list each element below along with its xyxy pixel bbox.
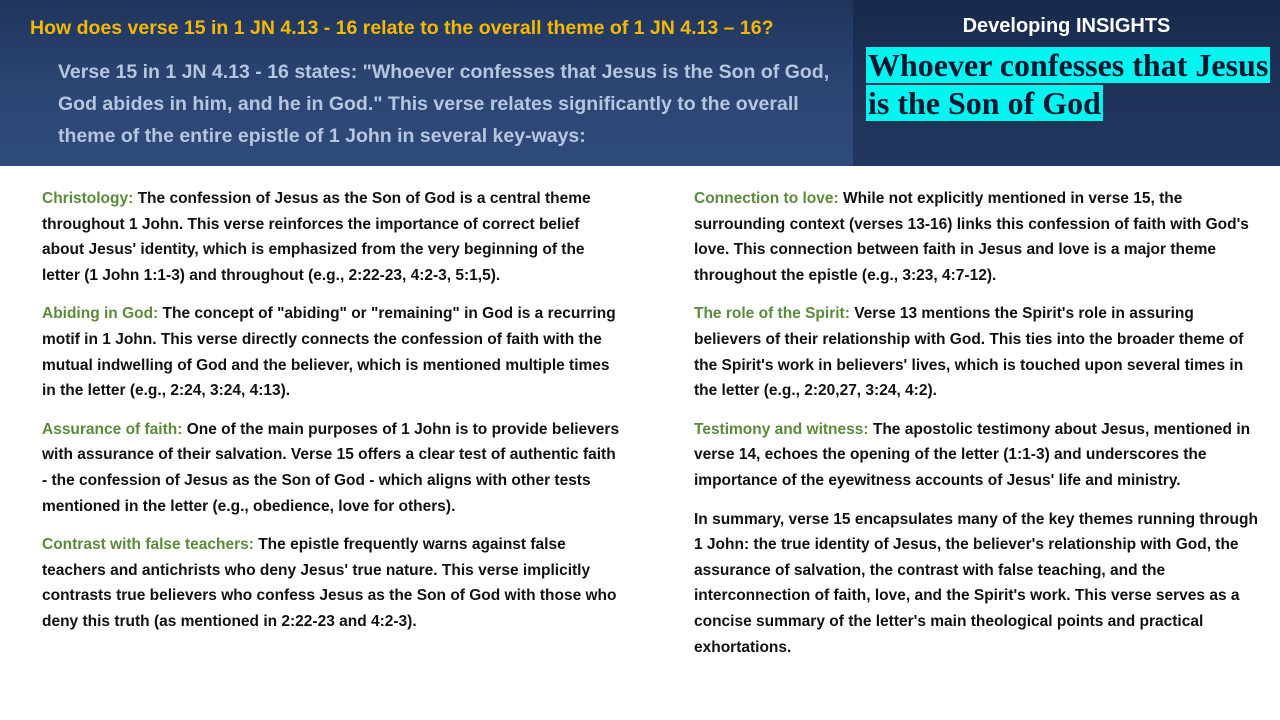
point-role-of-spirit (694, 301, 1258, 403)
point-term: Contrast with false teachers: (42, 536, 254, 554)
highlight-line-1: Whoever confesses that Jesus (868, 47, 1269, 83)
intro-text: Verse 15 in 1 JN 4.13 - 16 states: "Whoever confesses that Jesus is the Son of God, God abides in him, and he in God." This verse relates significantly to the overall theme of the entire epistle of 1 John in several key-ways: (58, 61, 830, 147)
brand-title: Developing INSIGHTS (962, 15, 1171, 37)
highlighted-verse (866, 46, 1272, 122)
point-testimony-witness (694, 417, 1258, 494)
point-text: The confession of Jesus as the Son of God is a central theme throughout 1 John. This verse reinforces the importance of correct belief about Jesus' identity, which is emphasized from the very beginning of the letter (1 John 1:1-3) and throughout (e.g., 2:22-23, 4:2-3, 5:1,5). (42, 190, 591, 284)
point-term: The role of the Spirit: (694, 305, 850, 323)
point-term: Abiding in God: (42, 305, 159, 323)
point-term: Christology: (42, 190, 134, 207)
left-column (42, 186, 622, 648)
point-text: The epistle frequently warns against false teachers and antichrists who deny Jesus' true nature. This verse implicitly contrasts true believers who confess Jesus as the Son of God with those who deny this truth (as mentioned in 2:22-23 and 4:2-3). (42, 536, 617, 630)
right-column (694, 186, 1258, 673)
point-christology (42, 186, 622, 288)
point-term: Assurance of faith: (42, 420, 183, 438)
point-text: The apostolic testimony about Jesus, mentioned in verse 14, echoes the opening of the letter (1:1-3) and underscores the importance of the eyewitness accounts of Jesus' life and ministry. (694, 420, 1251, 489)
point-assurance-of-faith (42, 417, 622, 519)
header-question-panel (0, 0, 853, 166)
header-banner (0, 0, 1280, 166)
summary-paragraph (694, 507, 1258, 661)
point-text: One of the main purposes of 1 John is to provide believers with assurance of their salvation. Verse 15 offers a clear test of authentic faith - the confession of Jesus as the Son of God - which aligns with other tests mentioned in the letter (e.g., obedience, love for others). (42, 420, 620, 515)
highlight-line-2: is the Son of God (868, 85, 1101, 121)
point-abiding-in-god (42, 301, 622, 403)
point-contrast-false-teachers (42, 532, 622, 634)
summary-text: In summary, verse 15 encapsulates many of the key themes running through 1 John: the true identity of Jesus, the believer's relationship with God, the assurance of salvation, the contrast with false teaching, and the interconnection of faith, love, and the Spirit's work. This verse serves as a concise summary of the letter's main theological points and practical exhortations. (694, 510, 1258, 656)
point-term: Connection to love: (694, 190, 839, 207)
point-text: While not explicitly mentioned in verse 15, the surrounding context (verses 13-16) links this confession of faith with God's love. This connection between faith in Jesus and love is a major theme throughout the epistle (e.g., 3:23, 4:7-12). (694, 190, 1249, 284)
point-connection-to-love (694, 186, 1258, 288)
point-text: The concept of "abiding" or "remaining" in God is a recurring motif in 1 John. This verse directly connects the confession of faith with the mutual indwelling of God and the believer, which is mentioned multiple times in the letter (e.g., 2:24, 3:24, 4:13). (42, 305, 616, 400)
point-text: Verse 13 mentions the Spirit's role in assuring believers of their relationship with God. This ties into the broader theme of the Spirit's work in believers' lives, which is touched upon several times in the letter (e.g., 2:20,27, 3:24, 4:2). (694, 305, 1244, 400)
point-term: Testimony and witness: (694, 420, 869, 438)
slide-question-title: How does verse 15 in 1 JN 4.13 - 16 relate to the overall theme of 1 JN 4.13 – 16? (30, 17, 774, 39)
